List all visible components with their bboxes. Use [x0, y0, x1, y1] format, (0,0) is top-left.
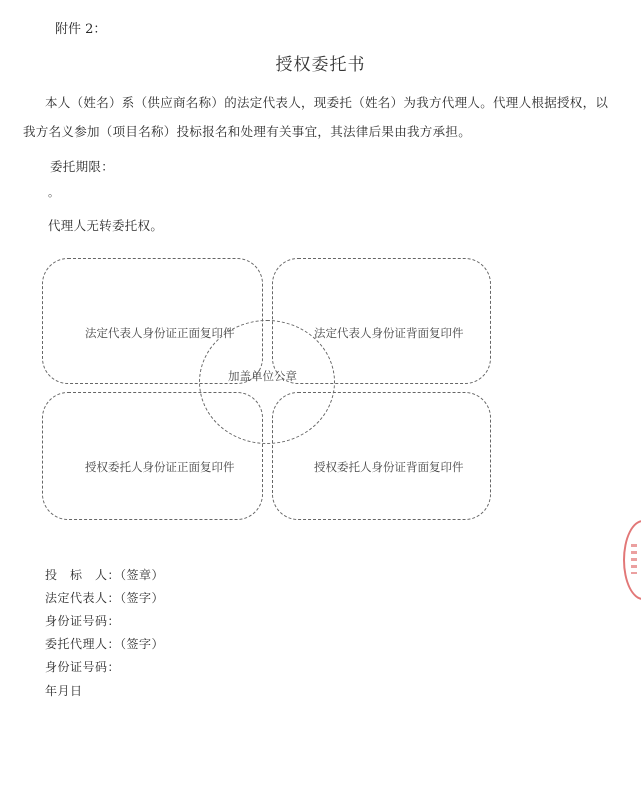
- page-title: 授权委托书: [275, 55, 366, 75]
- red-seal-stamp: [623, 520, 641, 600]
- id-box-bottom-left-label: 授权委托人身份证正面复印件: [85, 460, 235, 474]
- id-box-top-right-label: 法定代表人身份证背面复印件: [314, 326, 464, 340]
- bidder-signature-line: 投 标 人：（签章）: [45, 568, 165, 582]
- id-box-top-left-label: 法定代表人身份证正面复印件: [85, 326, 235, 340]
- no-transfer-statement: 代理人无转委托权。: [48, 218, 164, 233]
- id-box-bottom-right-label: 授权委托人身份证背面复印件: [314, 460, 464, 474]
- term-value: 。: [48, 186, 59, 199]
- legal-rep-signature-line: 法定代表人：（签字）: [45, 591, 165, 605]
- date-line: 年月日: [45, 684, 83, 698]
- attachment-label: 附件 2：: [55, 22, 107, 37]
- term-label: 委托期限：: [50, 159, 115, 174]
- legal-rep-id-line: 身份证号码：: [45, 614, 121, 628]
- agent-id-line: 身份证号码：: [45, 660, 121, 674]
- paragraph-line-2: 我方名义参加（项目名称）投标报名和处理有关事宜，其法律后果由我方承担。: [23, 124, 472, 139]
- paragraph-line-1: 本人（姓名）系（供应商名称）的法定代表人，现委托（姓名）为我方代理人。代理人根据授权，以: [45, 95, 609, 110]
- agent-signature-line: 委托代理人：（签字）: [45, 637, 165, 651]
- seal-label: 加盖单位公章: [228, 369, 297, 383]
